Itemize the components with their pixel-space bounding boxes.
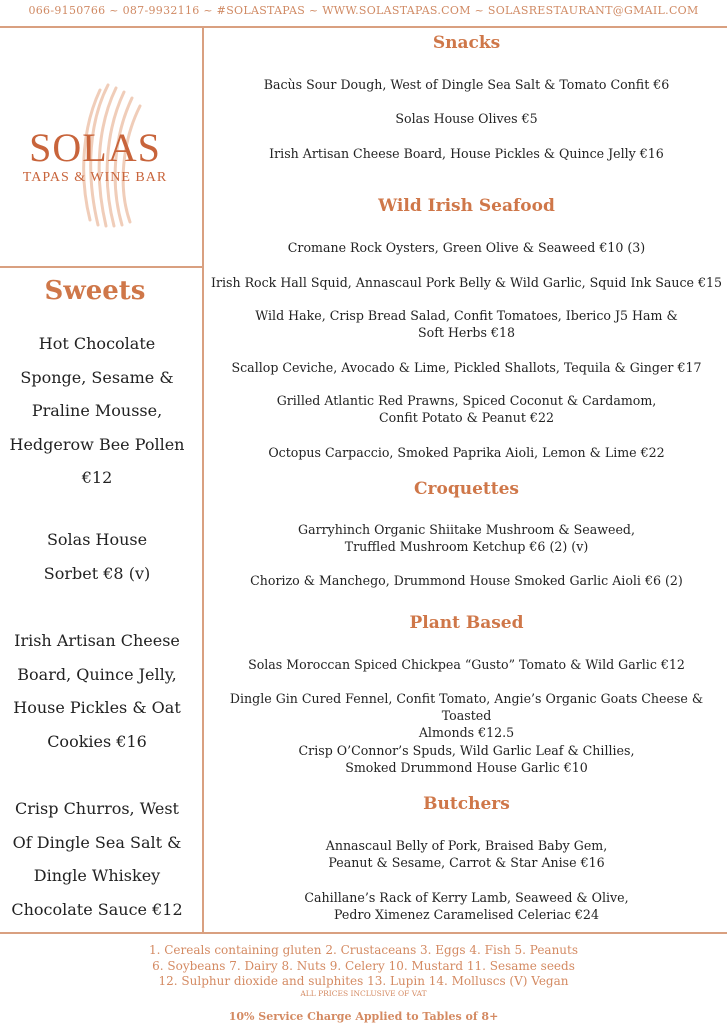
- sweet-item: Hot Chocolate Sponge, Sesame & Praline Mousse, Hedgerow Bee Pollen €12: [9, 334, 185, 488]
- menu-item: Irish Artisan Cheese Board, House Pickles & Quince Jelly €16: [269, 146, 664, 161]
- sweet-item: Crisp Churros, West Of Dingle Sea Salt & Dingle Whiskey Chocolate Sauce €12: [11, 799, 183, 919]
- menu-item: Bacùs Sour Dough, West of Dingle Sea Salt & Tomato Confit €6: [263, 77, 670, 92]
- menu-item: Octopus Carpaccio, Smoked Paprika Aioli, Lemon & Lime €22: [268, 445, 665, 460]
- menu-item: Solas House Olives €5: [395, 111, 538, 126]
- logo-title: SOLAS: [29, 125, 161, 170]
- contact-line: 066-9150766 ~ 087-9932116 ~ #SOLASTAPAS ~ WWW.SOLASTAPAS.COM ~ SOLASRESTAURANT@GMAIL.COM: [28, 4, 699, 17]
- plant-based-heading: Plant Based: [409, 613, 524, 633]
- menu-item: Garryhinch Organic Shiitake Mushroom & Seaweed, Truffled Mushroom Ketchup €6 (2) (v): [298, 522, 635, 554]
- service-charge-note: 10% Service Charge Applied to Tables of 8+: [228, 1010, 499, 1023]
- menu-item: Grilled Atlantic Red Prawns, Spiced Coconut & Cardamom, Confit Potato & Peanut €22: [276, 393, 657, 425]
- menu-item: Dingle Gin Cured Fennel, Confit Tomato, Angie’s Organic Goats Cheese & Toasted Almonds €12.5: [229, 691, 704, 740]
- allergen-line: 6. Soybeans 7. Dairy 8. Nuts 9. Celery 10. Mustard 11. Sesame seeds: [152, 959, 575, 973]
- menu-item: Cromane Rock Oysters, Green Olive & Seaweed €10 (3): [287, 240, 646, 255]
- allergen-line: 1. Cereals containing gluten 2. Crustaceans 3. Eggs 4. Fish 5. Peanuts: [148, 943, 579, 957]
- menu-item: Scallop Ceviche, Avocado & Lime, Pickled Shallots, Tequila & Ginger €17: [231, 360, 702, 375]
- menu-item: Crisp O’Connor’s Spuds, Wild Garlic Leaf & Chillies, Smoked Drummond House Garlic €10: [298, 743, 635, 775]
- sweets-heading: Sweets: [44, 276, 146, 306]
- menu-item: Solas Moroccan Spiced Chickpea “Gusto” Tomato & Wild Garlic €12: [248, 657, 685, 672]
- menu-item: Annascaul Belly of Pork, Braised Baby Gem, Peanut & Sesame, Carrot & Star Anise €16: [325, 838, 608, 870]
- logo-tagline: TAPAS & WINE BAR: [22, 170, 168, 185]
- snacks-heading: Snacks: [432, 33, 501, 53]
- menu-item: Chorizo & Manchego, Drummond House Smoked Garlic Aioli €6 (2): [250, 573, 683, 588]
- sweet-item: Irish Artisan Cheese Board, Quince Jelly, House Pickles & Oat Cookies €16: [13, 631, 181, 751]
- menu-item: Irish Rock Hall Squid, Annascaul Pork Belly & Wild Garlic, Squid Ink Sauce €15: [210, 275, 723, 290]
- column-divider: [202, 26, 204, 933]
- menu-item: Cahillane’s Rack of Kerry Lamb, Seaweed & Olive, Pedro Ximenez Caramelised Celeriac €24: [304, 890, 629, 922]
- allergen-line: 12. Sulphur dioxide and sulphites 13. Lupin 14. Molluscs (V) Vegan: [158, 974, 569, 988]
- menu-item: Wild Hake, Crisp Bread Salad, Confit Tomatoes, Iberico J5 Ham & Soft Herbs €18: [255, 308, 678, 340]
- top-rule: [0, 26, 727, 28]
- logo-divider: [0, 266, 202, 268]
- seafood-heading: Wild Irish Seafood: [378, 196, 555, 216]
- vat-note: ALL PRICES INCLUSIVE OF VAT: [300, 989, 427, 998]
- butchers-heading: Butchers: [423, 794, 510, 814]
- croquettes-heading: Croquettes: [414, 479, 519, 499]
- bottom-rule: [0, 932, 727, 934]
- logo: [0, 60, 200, 230]
- sweet-item: Solas House Sorbet €8 (v): [43, 530, 151, 583]
